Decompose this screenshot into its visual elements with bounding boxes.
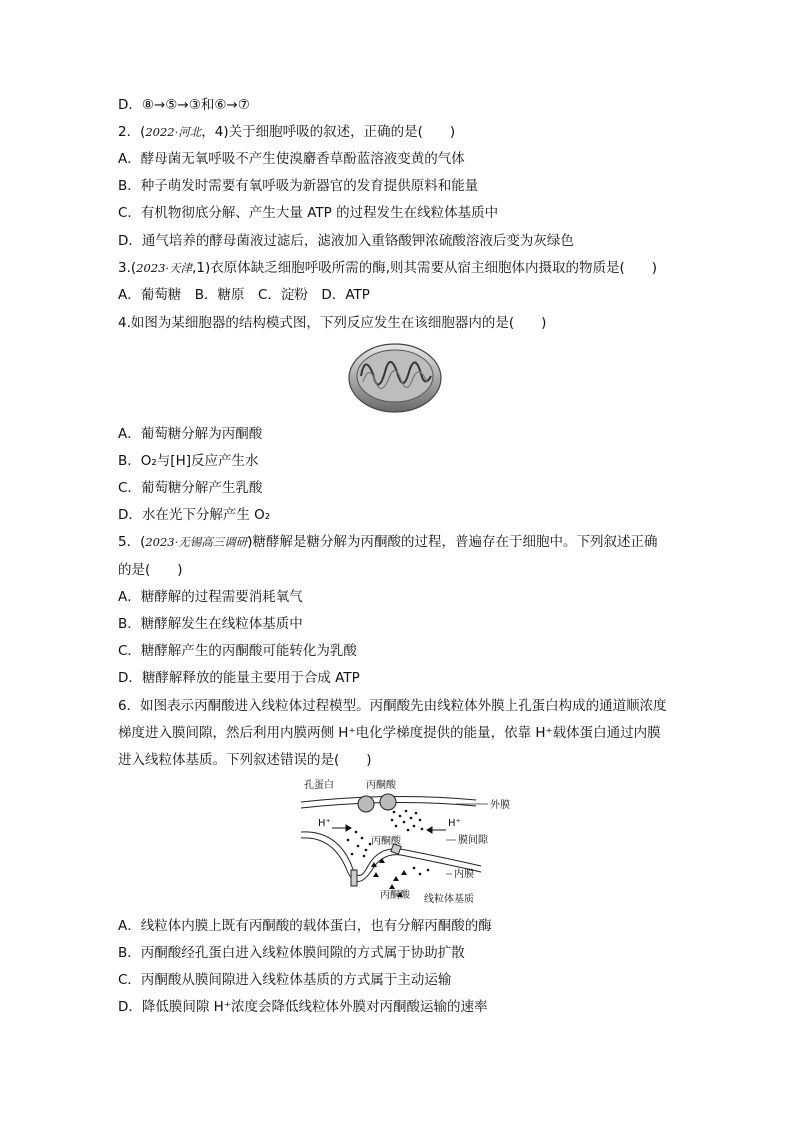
- option-4a: A．葡萄糖分解为丙酮酸: [118, 426, 263, 442]
- option-2c: C．有机物彻底分解、产生大量 ATP 的过程发生在线粒体基质中: [118, 205, 499, 221]
- option-6a: A．线粒体内膜上既有丙酮酸的载体蛋白，也有分解丙酮酸的酶: [118, 918, 492, 934]
- label-h-right: H⁺: [448, 818, 461, 829]
- label-outer-membrane: 外膜: [490, 800, 510, 811]
- question-6-line2: 梯度进入膜间隙，然后利用内膜两侧 H⁺电化学梯度提供的能量，依靠 H⁺载体蛋白通过内膜: [118, 725, 661, 741]
- option-4c: C．葡萄糖分解产生乳酸: [118, 480, 263, 496]
- label-intermembrane: 膜间隙: [458, 835, 488, 846]
- label-porin: 孔蛋白: [304, 780, 334, 791]
- porin-right: [380, 794, 396, 810]
- options-3: A．葡萄糖 B．糖原 C．淀粉 D．ATP: [118, 287, 370, 303]
- option-4b: B．O₂与[H]反应产生水: [118, 453, 259, 469]
- question-6-line1: 6．如图表示丙酮酸进入线粒体过程模型。丙酮酸先由线粒体外膜上孔蛋白构成的通道顺浓度: [118, 698, 667, 714]
- pyruvate-transport-diagram: [296, 774, 526, 906]
- option-5c: C．糖酵解产生的丙酮酸可能转化为乳酸: [118, 643, 357, 659]
- option-6b: B．丙酮酸经孔蛋白进入线粒体膜间隙的方式属于协助扩散: [118, 945, 465, 961]
- question-2: 2．(2022·河北，4)关于细胞呼吸的叙述，正确的是( ): [118, 124, 456, 140]
- option-5b: B．糖酵解发生在线粒体基质中: [118, 616, 303, 632]
- arrows: [332, 825, 446, 833]
- label-h-left: H⁺: [318, 818, 331, 829]
- carrier-left: [351, 870, 357, 886]
- label-inner-membrane: 内膜: [454, 869, 474, 880]
- question-5-line2: 的是( ): [118, 562, 183, 578]
- mitochondrion-figure: [345, 336, 445, 416]
- question-5-line1: 5．(2023·无锡高三调研)糖酵解是糖分解为丙酮酸的过程，普遍存在于细胞中。下列叙述正确: [118, 534, 658, 550]
- option-6c: C．丙酮酸从膜间隙进入线粒体基质的方式属于主动运输: [118, 972, 452, 988]
- porin-left: [358, 796, 374, 812]
- option-1d: D．⑧→⑤→③和⑥→⑦: [118, 97, 250, 113]
- option-5a: A．糖酵解的过程需要消耗氧气: [118, 589, 303, 605]
- label-matrix: 线粒体基质: [424, 894, 474, 905]
- label-pyruvate-mid: 丙酮酸: [371, 836, 401, 847]
- option-2b: B．种子萌发时需要有氧呼吸为新器官的发育提供原料和能量: [118, 178, 479, 194]
- option-4d: D．水在光下分解产生 O₂: [118, 507, 271, 523]
- option-5d: D．糖酵解释放的能量主要用于合成 ATP: [118, 670, 360, 686]
- question-6-line3: 进入线粒体基质。下列叙述错误的是( ): [118, 752, 372, 768]
- question-3: 3.(2023·天津,1)衣原体缺乏细胞呼吸所需的酶,则其需要从宿主细胞体内摄取的物质是( ): [118, 260, 658, 276]
- label-pyruvate-bottom: 丙酮酸: [380, 890, 410, 901]
- question-4: 4.如图为某细胞器的结构模式图，下列反应发生在该细胞器内的是( ): [118, 315, 547, 331]
- option-2a: A．酵母菌无氧呼吸不产生使溴麝香草酚蓝溶液变黄的气体: [118, 151, 465, 167]
- option-2d: D．通气培养的酵母菌液过滤后，滤液加入重铬酸钾浓硫酸溶液后变为灰绿色: [118, 233, 574, 249]
- label-pyruvate-top: 丙酮酸: [366, 780, 396, 791]
- option-6d: D．降低膜间隙 H⁺浓度会降低线粒体外膜对丙酮酸运输的速率: [118, 999, 488, 1015]
